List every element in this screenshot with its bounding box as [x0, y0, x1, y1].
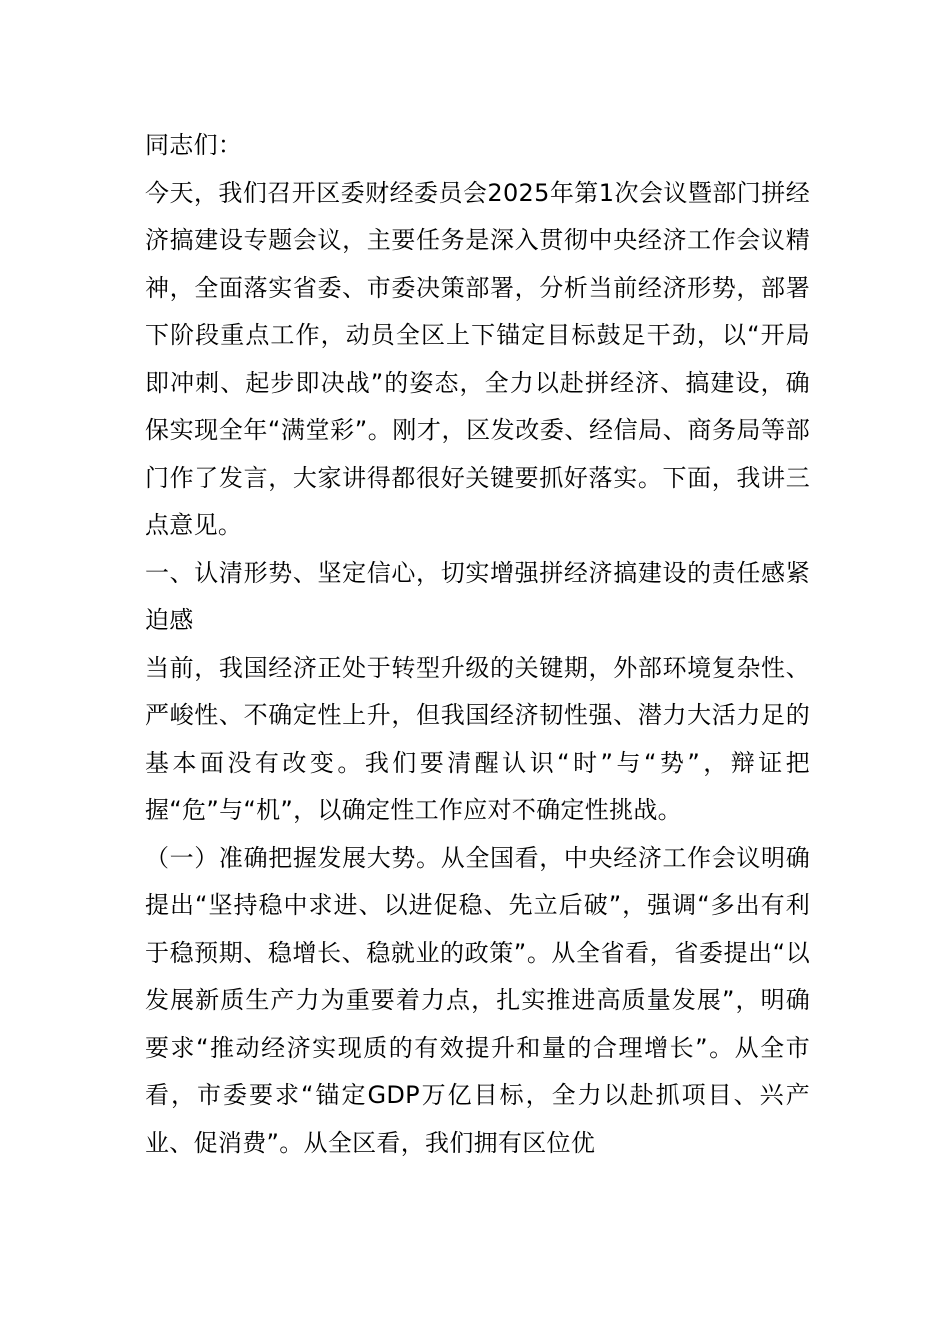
- paragraph-situation: 当前，我国经济正处于转型升级的关键期，外部环境复杂性、严峻性、不确定性上升，但我国经济韧性强、潜力大活力足的基本面没有改变。我们要清醒认识“时”与“势”，辩证把握“危”与“机”，以确定性工作应对不确定性挑战。: [145, 653, 810, 824]
- paragraph-subsection-1: （一）准确把握发展大势。从全国看，中央经济工作会议明确提出“坚持稳中求进、以进促稳、先立后破”，强调“多出有利于稳预期、稳增长、稳就业的政策”。从全省看，省委提出“以发展新质生产力为重要着力点，扎实推进高质量发展”，明确要求“推动经济实现质的有效提升和量的合理增长”。从全市看，市委要求“锚定GDP万亿目标，全力以赴抓项目、兴产业、促消费”。从全区看，我们拥有区位优: [145, 843, 810, 1157]
- section-heading-1: 一、认清形势、坚定信心，切实增强拼经济搞建设的责任感紧迫感: [145, 558, 810, 634]
- salutation: 同志们：: [145, 131, 243, 159]
- document-body: [145, 122, 810, 1167]
- paragraph-opening: 今天，我们召开区委财经委员会2025年第1次会议暨部门拼经济搞建设专题会议，主要任务是深入贯彻中央经济工作会议精神，全面落实省委、市委决策部署，分析当前经济形势，部署下阶段重点工作，动员全区上下锚定目标鼓足干劲，以“开局即冲刺、起步即决战”的姿态，全力以赴拼经济、搞建设，确保实现全年“满堂彩”。刚才，区发改委、经信局、商务局等部门作了发言，大家讲得都很好关键要抓好落实。下面，我讲三点意见。: [145, 178, 810, 539]
